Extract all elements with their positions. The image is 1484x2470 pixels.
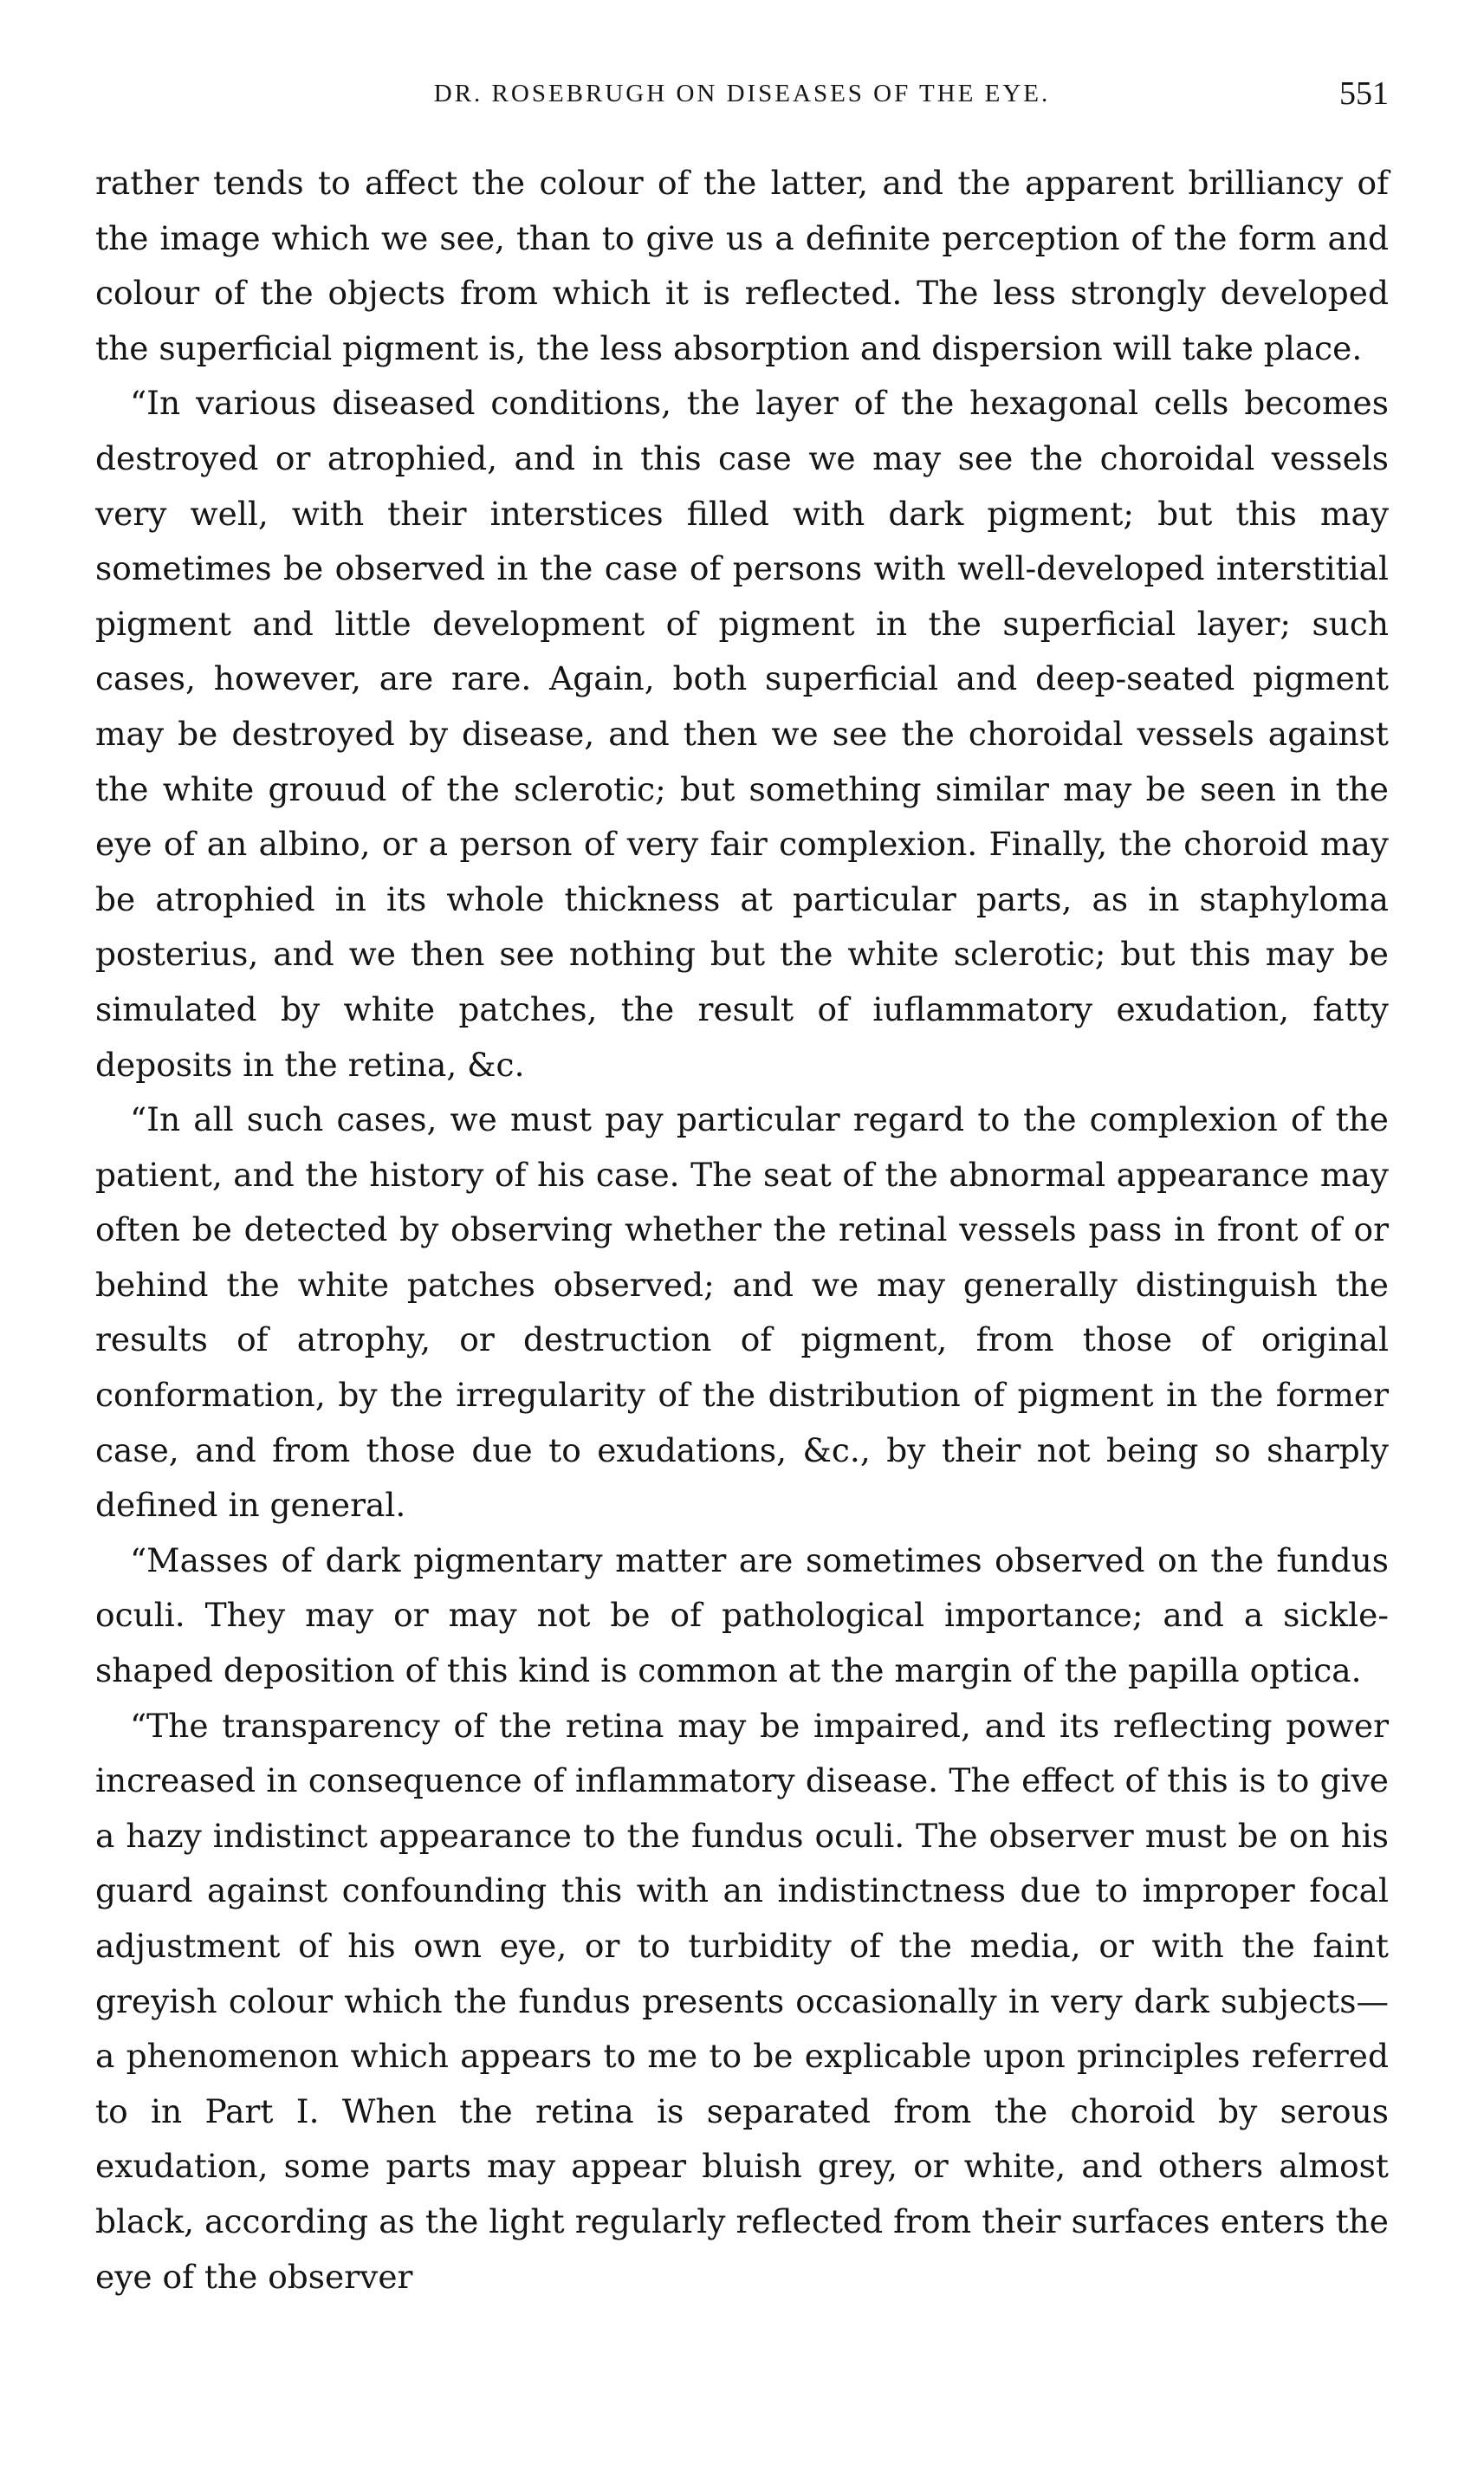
running-head	[95, 68, 1389, 120]
paragraph-diseased-conditions: “In various diseased conditions, the layer of the hexagonal cells becomes destroyed or atrophied, and in this case we may see the choroidal vessels very well, with their interstices filled with dark pigment; but this may sometimes be observed in the case of persons with well-developed interstitial pigment and little development of pigment in the superficial layer; such cases, however, are rare. Again, both superficial and deep-seated pigment may be destroyed by disease, and then we see the choroidal vessels against the white grouud of the sclerotic; but something similar may be seen in the eye of an albino, or a person of very fair complexion. Finally, the choroid may be atrophied in its whole thickness at particular parts, as in staphyloma posterius, and we then see nothing but the white sclerotic; but this may be simulated by white patches, the result of iuflammatory exudation, fatty deposits in the retina, &c.	[95, 384, 1389, 1084]
paragraph-retina-transparency: “The transparency of the retina may be impaired, and its reflecting power increased in consequence of inflammatory disease. The effect of this is to give a hazy indistinct appearance to the fundus oculi. The observer must be on his guard against confounding this with an indistinctness due to improper focal adjustment of his own eye, or to turbidity of the media, or with the faint greyish colour which the fundus presents occasionally in very dark subjects—a phenomenon which appears to me to be explicable upon principles referred to in Part I. When the retina is separated from the choroid by serous exudation, some parts may appear bluish grey, or white, and others almost black, according as the light regularly reflected from their surfaces enters the eye of the observer	[95, 1706, 1389, 2296]
paragraph-complexion: “In all such cases, we must pay particular regard to the complexion of the patient, and the history of his case. The seat of the abnormal appearance may often be detected by observing whether the retinal vessels pass in front of or behind the white patches observed; and we may generally distinguish the results of atrophy, or destruction of pigment, from those of original conformation, by the irregularity of the distribution of pigment in the former case, and from those due to exudations, &c., by their not being so sharply defined in general.	[95, 1100, 1389, 1525]
paragraph-continued: rather tends to affect the colour of the latter, and the apparent brilliancy of the image which we see, than to give us a definite perception of the form and colour of the objects from which it is reflected. The less strongly developed the superficial pigment is, the less absorption and dispersion will take place.	[95, 164, 1389, 367]
paragraph-pigmentary-masses: “Masses of dark pigmentary matter are sometimes observed on the fundus oculi. They may or may not be of pathological importance; and a sickle-shaped deposition of this kind is common at the margin of the papilla optica.	[95, 1540, 1389, 1690]
running-title: DR. ROSEBRUGH ON DISEASES OF THE EYE.	[433, 80, 1051, 107]
page-number: 551	[1339, 75, 1389, 112]
body-text	[95, 156, 1389, 2305]
